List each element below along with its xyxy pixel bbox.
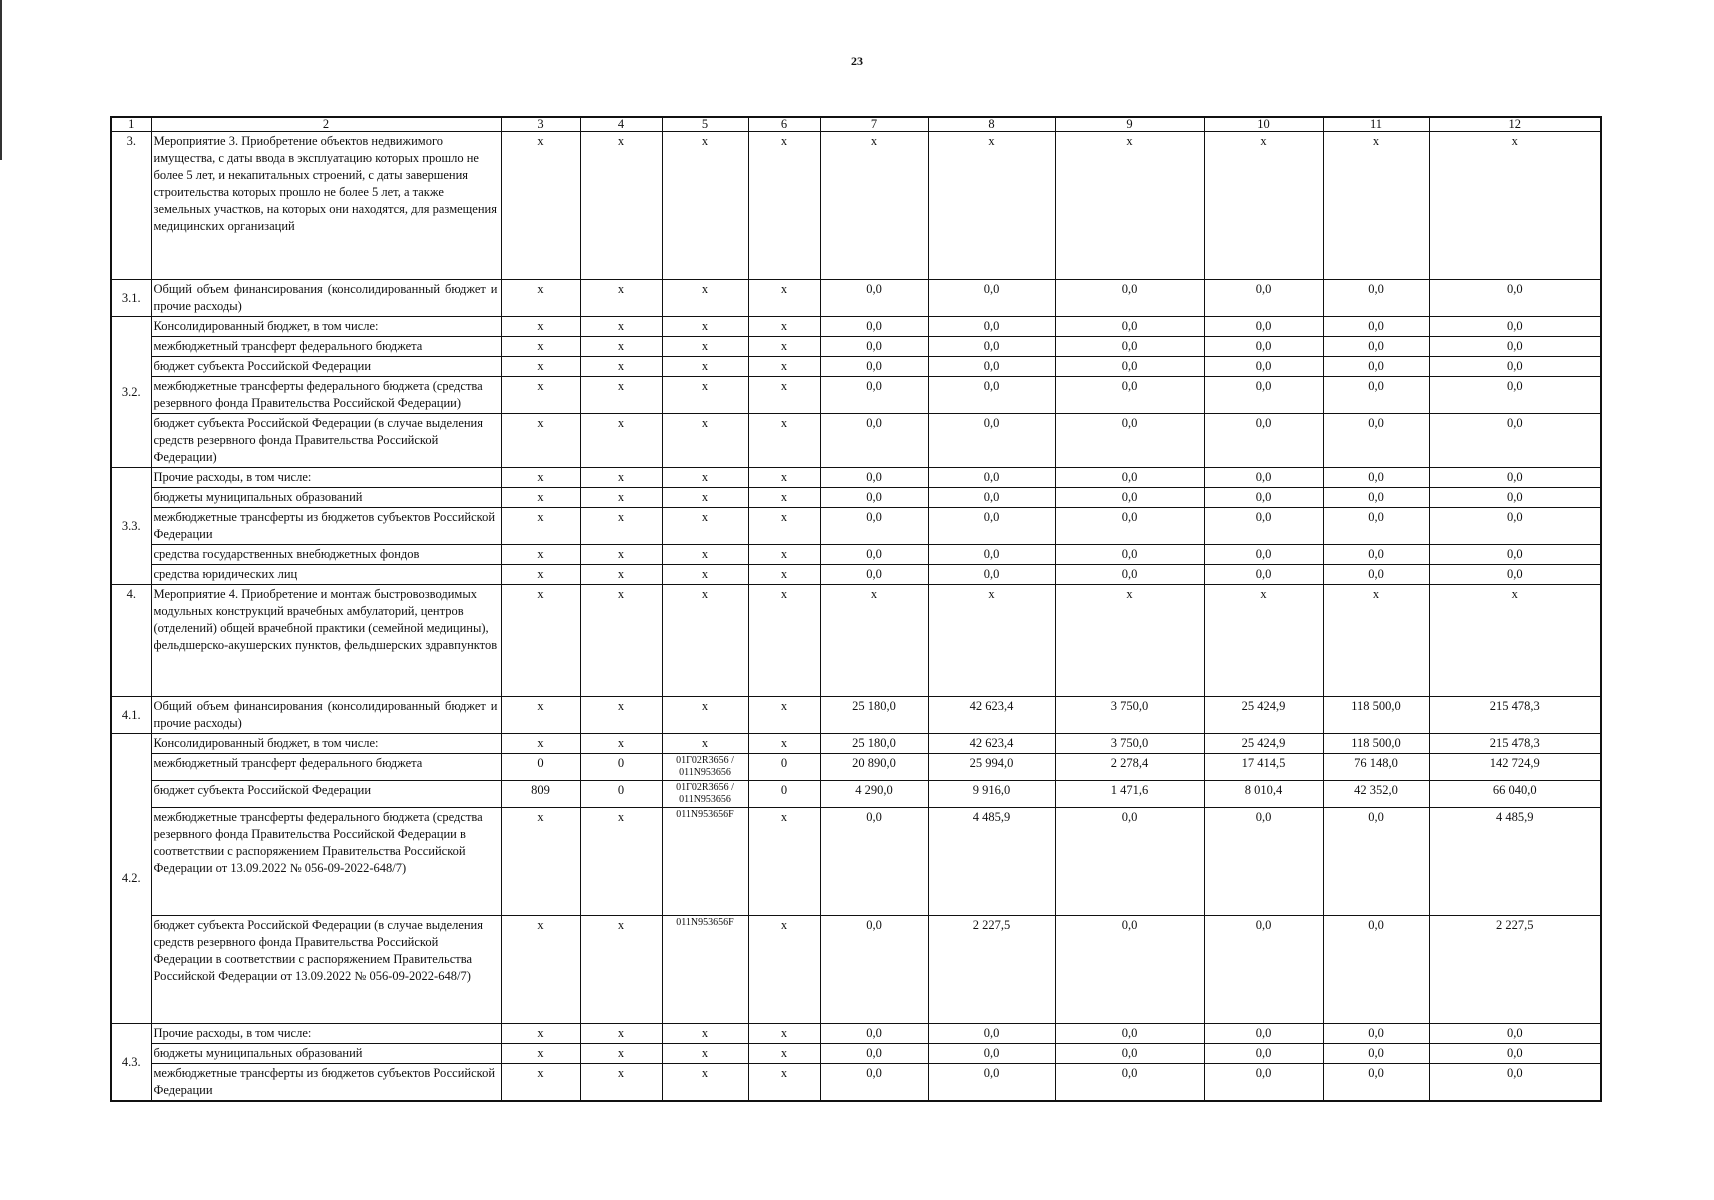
cell-col12: 0,0 <box>1429 508 1601 545</box>
cell-col11: 0,0 <box>1323 280 1429 317</box>
table-row <box>111 317 1601 337</box>
cell-col12: 0,0 <box>1429 1044 1601 1064</box>
cell-col6: x <box>748 545 820 565</box>
cell-col6: x <box>748 734 820 754</box>
cell-col10: 17 414,5 <box>1204 754 1323 781</box>
cell-col12: 0,0 <box>1429 337 1601 357</box>
cell-col6: x <box>748 585 820 697</box>
cell-col3: x <box>501 585 580 697</box>
cell-col5: x <box>662 414 748 468</box>
cell-col8: 0,0 <box>928 1024 1055 1044</box>
row-number: 4. <box>111 585 151 697</box>
table-row <box>111 132 1601 280</box>
cell-col12: 215 478,3 <box>1429 697 1601 734</box>
cell-col11: x <box>1323 132 1429 280</box>
cell-col4: x <box>580 508 662 545</box>
table-row <box>111 488 1601 508</box>
page-number: 23 <box>851 54 863 68</box>
row-description: Общий объем финансирования (консолидированный бюджет и прочие расходы) <box>151 697 501 734</box>
cell-col12: 0,0 <box>1429 317 1601 337</box>
cell-col6: x <box>748 697 820 734</box>
cell-col10: 0,0 <box>1204 545 1323 565</box>
cell-col5: x <box>662 545 748 565</box>
row-description: межбюджетные трансферты федерального бюджета (средства резервного фонда Правительства Российской Федерации) <box>151 377 501 414</box>
cell-col6: 0 <box>748 754 820 781</box>
cell-col6: x <box>748 916 820 1024</box>
cell-col11: 0,0 <box>1323 1024 1429 1044</box>
cell-col12: 0,0 <box>1429 468 1601 488</box>
cell-col9: 0,0 <box>1055 317 1204 337</box>
cell-col3: x <box>501 697 580 734</box>
cell-col6: x <box>748 1044 820 1064</box>
cell-col9: 3 750,0 <box>1055 697 1204 734</box>
cell-col3: x <box>501 337 580 357</box>
cell-col5: x <box>662 377 748 414</box>
cell-col11: 76 148,0 <box>1323 754 1429 781</box>
cell-col7: 4 290,0 <box>820 781 928 808</box>
cell-col10: 0,0 <box>1204 377 1323 414</box>
table-row <box>111 1024 1601 1044</box>
cell-col5: x <box>662 585 748 697</box>
cell-col4: x <box>580 916 662 1024</box>
cell-col10: 0,0 <box>1204 488 1323 508</box>
table-row <box>111 280 1601 317</box>
cell-col4: x <box>580 1024 662 1044</box>
row-number: 3.2. <box>111 317 151 468</box>
row-number: 4.1. <box>111 697 151 734</box>
cell-col3: x <box>501 508 580 545</box>
header-cell: 3 <box>501 117 580 132</box>
cell-col9: 0,0 <box>1055 1064 1204 1102</box>
cell-col5: x <box>662 565 748 585</box>
row-description: бюджет субъекта Российской Федерации (в случае выделения средств резервного фонда Правительства Российской Федерации) <box>151 414 501 468</box>
cell-col11: 118 500,0 <box>1323 697 1429 734</box>
cell-col8: 0,0 <box>928 545 1055 565</box>
cell-col3: x <box>501 414 580 468</box>
cell-col7: 25 180,0 <box>820 734 928 754</box>
cell-col7: 0,0 <box>820 916 928 1024</box>
cell-col3: x <box>501 1044 580 1064</box>
row-description: Общий объем финансирования (консолидированный бюджет и прочие расходы) <box>151 280 501 317</box>
cell-col12: 0,0 <box>1429 1024 1601 1044</box>
cell-col4: 0 <box>580 781 662 808</box>
cell-col10: 0,0 <box>1204 414 1323 468</box>
cell-col8: 0,0 <box>928 414 1055 468</box>
cell-col12: x <box>1429 132 1601 280</box>
table-row <box>111 377 1601 414</box>
cell-col7: 25 180,0 <box>820 697 928 734</box>
cell-col3: x <box>501 565 580 585</box>
header-cell: 10 <box>1204 117 1323 132</box>
cell-col10: x <box>1204 585 1323 697</box>
cell-col6: x <box>748 468 820 488</box>
cell-col3: 0 <box>501 754 580 781</box>
row-description: бюджет субъекта Российской Федерации (в случае выделения средств резервного фонда Правительства Российской Федерации в соответствии с распоряжением Правительства Российской Федерации от 13.09.2022 № 056-09-2022-648/7) <box>151 916 501 1024</box>
cell-col7: 0,0 <box>820 317 928 337</box>
cell-col5: x <box>662 1064 748 1102</box>
row-description: средства государственных внебюджетных фондов <box>151 545 501 565</box>
cell-col10: 0,0 <box>1204 808 1323 916</box>
cell-col4: x <box>580 337 662 357</box>
budget-table <box>110 116 1602 1102</box>
cell-col5: x <box>662 1044 748 1064</box>
cell-col4: x <box>580 565 662 585</box>
cell-col8: 42 623,4 <box>928 697 1055 734</box>
cell-col8: x <box>928 132 1055 280</box>
cell-col3: x <box>501 734 580 754</box>
cell-col6: x <box>748 414 820 468</box>
row-description: Прочие расходы, в том числе: <box>151 468 501 488</box>
cell-col12: 0,0 <box>1429 377 1601 414</box>
cell-col3: x <box>501 545 580 565</box>
cell-col3: x <box>501 488 580 508</box>
cell-col5: x <box>662 357 748 377</box>
cell-col11: 0,0 <box>1323 488 1429 508</box>
cell-col9: x <box>1055 585 1204 697</box>
row-number: 4.3. <box>111 1024 151 1102</box>
cell-col11: 0,0 <box>1323 508 1429 545</box>
table-row <box>111 754 1601 781</box>
cell-col11: 0,0 <box>1323 377 1429 414</box>
cell-col4: x <box>580 317 662 337</box>
table-row <box>111 565 1601 585</box>
cell-col9: 0,0 <box>1055 414 1204 468</box>
cell-col4: x <box>580 734 662 754</box>
cell-col5: 011N953656F <box>662 916 748 1024</box>
cell-col12: 142 724,9 <box>1429 754 1601 781</box>
cell-col7: x <box>820 132 928 280</box>
cell-col12: 0,0 <box>1429 1064 1601 1102</box>
cell-col8: 0,0 <box>928 280 1055 317</box>
cell-col11: 0,0 <box>1323 337 1429 357</box>
table-row <box>111 414 1601 468</box>
cell-col3: x <box>501 377 580 414</box>
header-cell: 12 <box>1429 117 1601 132</box>
row-description: Прочие расходы, в том числе: <box>151 1024 501 1044</box>
header-cell: 2 <box>151 117 501 132</box>
row-number: 3.3. <box>111 468 151 585</box>
cell-col10: 25 424,9 <box>1204 697 1323 734</box>
cell-col9: 0,0 <box>1055 357 1204 377</box>
row-description: бюджеты муниципальных образований <box>151 488 501 508</box>
cell-col6: x <box>748 132 820 280</box>
cell-col8: 0,0 <box>928 357 1055 377</box>
cell-col3: x <box>501 808 580 916</box>
table-row <box>111 337 1601 357</box>
cell-col9: 3 750,0 <box>1055 734 1204 754</box>
row-description: бюджеты муниципальных образований <box>151 1044 501 1064</box>
table-row <box>111 1044 1601 1064</box>
cell-col8: 0,0 <box>928 565 1055 585</box>
table-row <box>111 916 1601 1024</box>
cell-col12: 0,0 <box>1429 545 1601 565</box>
header-row <box>111 117 1601 132</box>
cell-col10: 0,0 <box>1204 508 1323 545</box>
cell-col10: 0,0 <box>1204 1044 1323 1064</box>
cell-col6: x <box>748 1024 820 1044</box>
cell-col7: 0,0 <box>820 1024 928 1044</box>
table-row <box>111 781 1601 808</box>
cell-col10: 0,0 <box>1204 468 1323 488</box>
cell-col4: x <box>580 808 662 916</box>
cell-col8: 25 994,0 <box>928 754 1055 781</box>
table-row <box>111 508 1601 545</box>
cell-col12: 0,0 <box>1429 414 1601 468</box>
cell-col5: x <box>662 132 748 280</box>
header-cell: 5 <box>662 117 748 132</box>
cell-col5: 01Г02R3656 / 011N953656 <box>662 781 748 808</box>
cell-col3: x <box>501 357 580 377</box>
row-description: средства юридических лиц <box>151 565 501 585</box>
cell-col6: 0 <box>748 781 820 808</box>
cell-col6: x <box>748 317 820 337</box>
cell-col11: 0,0 <box>1323 317 1429 337</box>
cell-col11: 42 352,0 <box>1323 781 1429 808</box>
header-cell: 7 <box>820 117 928 132</box>
cell-col6: x <box>748 808 820 916</box>
cell-col9: 2 278,4 <box>1055 754 1204 781</box>
cell-col5: x <box>662 1024 748 1044</box>
cell-col12: 215 478,3 <box>1429 734 1601 754</box>
row-description: бюджет субъекта Российской Федерации <box>151 781 501 808</box>
header-cell: 6 <box>748 117 820 132</box>
header-cell: 4 <box>580 117 662 132</box>
row-description: межбюджетные трансферты из бюджетов субъектов Российской Федерации <box>151 1064 501 1102</box>
table-row <box>111 585 1601 697</box>
cell-col8: 0,0 <box>928 508 1055 545</box>
row-description: межбюджетный трансферт федерального бюджета <box>151 337 501 357</box>
cell-col10: x <box>1204 132 1323 280</box>
cell-col6: x <box>748 337 820 357</box>
cell-col6: x <box>748 1064 820 1102</box>
cell-col4: x <box>580 1064 662 1102</box>
cell-col12: 0,0 <box>1429 488 1601 508</box>
cell-col11: 0,0 <box>1323 468 1429 488</box>
cell-col3: 809 <box>501 781 580 808</box>
cell-col8: 0,0 <box>928 1044 1055 1064</box>
cell-col7: x <box>820 585 928 697</box>
cell-col10: 0,0 <box>1204 1064 1323 1102</box>
cell-col12: 0,0 <box>1429 357 1601 377</box>
cell-col12: 0,0 <box>1429 565 1601 585</box>
cell-col5: x <box>662 317 748 337</box>
cell-col11: 0,0 <box>1323 916 1429 1024</box>
cell-col8: 0,0 <box>928 488 1055 508</box>
cell-col6: x <box>748 508 820 545</box>
cell-col4: x <box>580 357 662 377</box>
cell-col3: x <box>501 317 580 337</box>
cell-col5: x <box>662 508 748 545</box>
cell-col11: 0,0 <box>1323 565 1429 585</box>
cell-col8: 0,0 <box>928 468 1055 488</box>
row-description: межбюджетный трансферт федерального бюджета <box>151 754 501 781</box>
cell-col5: 01Г02R3656 / 011N953656 <box>662 754 748 781</box>
cell-col7: 0,0 <box>820 468 928 488</box>
cell-col3: x <box>501 468 580 488</box>
cell-col7: 0,0 <box>820 414 928 468</box>
cell-col9: 0,0 <box>1055 808 1204 916</box>
cell-col10: 0,0 <box>1204 337 1323 357</box>
row-description: межбюджетные трансферты из бюджетов субъектов Российской Федерации <box>151 508 501 545</box>
cell-col10: 0,0 <box>1204 1024 1323 1044</box>
cell-col8: 42 623,4 <box>928 734 1055 754</box>
cell-col9: 0,0 <box>1055 468 1204 488</box>
cell-col8: 9 916,0 <box>928 781 1055 808</box>
cell-col12: x <box>1429 585 1601 697</box>
cell-col11: 118 500,0 <box>1323 734 1429 754</box>
cell-col10: 25 424,9 <box>1204 734 1323 754</box>
cell-col6: x <box>748 357 820 377</box>
cell-col9: 0,0 <box>1055 337 1204 357</box>
cell-col5: x <box>662 488 748 508</box>
table-row <box>111 545 1601 565</box>
cell-col4: x <box>580 280 662 317</box>
cell-col7: 0,0 <box>820 545 928 565</box>
cell-col10: 0,0 <box>1204 916 1323 1024</box>
cell-col9: 1 471,6 <box>1055 781 1204 808</box>
row-description: Мероприятие 4. Приобретение и монтаж быстровозводимых модульных конструкций врачебных амбулаторий, центров (отделений) общей врачебной практики (семейной медицины), фельдшерско-акушерских пунктов, фельдшерских здравпунктов <box>151 585 501 697</box>
row-description: бюджет субъекта Российской Федерации <box>151 357 501 377</box>
cell-col7: 0,0 <box>820 808 928 916</box>
row-description: Консолидированный бюджет, в том числе: <box>151 734 501 754</box>
cell-col3: x <box>501 280 580 317</box>
cell-col11: 0,0 <box>1323 1044 1429 1064</box>
cell-col7: 0,0 <box>820 508 928 545</box>
cell-col11: 0,0 <box>1323 357 1429 377</box>
header-cell: 8 <box>928 117 1055 132</box>
header-cell: 11 <box>1323 117 1429 132</box>
cell-col11: 0,0 <box>1323 1064 1429 1102</box>
cell-col4: x <box>580 132 662 280</box>
cell-col8: 2 227,5 <box>928 916 1055 1024</box>
header-cell: 9 <box>1055 117 1204 132</box>
cell-col5: x <box>662 734 748 754</box>
cell-col9: 0,0 <box>1055 508 1204 545</box>
cell-col4: x <box>580 1044 662 1064</box>
cell-col12: 66 040,0 <box>1429 781 1601 808</box>
table-row <box>111 808 1601 916</box>
cell-col12: 4 485,9 <box>1429 808 1601 916</box>
cell-col9: 0,0 <box>1055 377 1204 414</box>
cell-col7: 0,0 <box>820 337 928 357</box>
cell-col9: 0,0 <box>1055 565 1204 585</box>
cell-col3: x <box>501 1064 580 1102</box>
cell-col4: x <box>580 468 662 488</box>
cell-col7: 0,0 <box>820 565 928 585</box>
cell-col4: x <box>580 585 662 697</box>
cell-col3: x <box>501 1024 580 1044</box>
cell-col7: 0,0 <box>820 357 928 377</box>
cell-col7: 20 890,0 <box>820 754 928 781</box>
cell-col3: x <box>501 916 580 1024</box>
row-number: 4.2. <box>111 734 151 1024</box>
cell-col6: x <box>748 565 820 585</box>
cell-col4: 0 <box>580 754 662 781</box>
cell-col6: x <box>748 488 820 508</box>
cell-col5: x <box>662 697 748 734</box>
cell-col6: x <box>748 377 820 414</box>
table-row <box>111 357 1601 377</box>
cell-col8: 0,0 <box>928 1064 1055 1102</box>
row-description: Мероприятие 3. Приобретение объектов недвижимого имущества, с даты ввода в эксплуатацию которых прошло не более 5 лет, и некапитальных строений, с даты завершения строительства которых прошло не более 5 лет, а также земельных участков, на которых они находятся, для размещения медицинских организаций <box>151 132 501 280</box>
cell-col10: 0,0 <box>1204 565 1323 585</box>
table-row <box>111 468 1601 488</box>
table-row <box>111 734 1601 754</box>
cell-col11: x <box>1323 585 1429 697</box>
cell-col3: x <box>501 132 580 280</box>
cell-col8: 0,0 <box>928 377 1055 414</box>
cell-col4: x <box>580 545 662 565</box>
cell-col10: 0,0 <box>1204 280 1323 317</box>
cell-col5: x <box>662 337 748 357</box>
cell-col8: 4 485,9 <box>928 808 1055 916</box>
row-description: Консолидированный бюджет, в том числе: <box>151 317 501 337</box>
scan-edge <box>0 0 7 160</box>
cell-col4: x <box>580 697 662 734</box>
cell-col9: 0,0 <box>1055 545 1204 565</box>
cell-col8: 0,0 <box>928 317 1055 337</box>
table-row <box>111 1064 1601 1102</box>
row-number: 3.1. <box>111 280 151 317</box>
cell-col4: x <box>580 377 662 414</box>
cell-col10: 8 010,4 <box>1204 781 1323 808</box>
cell-col9: 0,0 <box>1055 1044 1204 1064</box>
cell-col11: 0,0 <box>1323 414 1429 468</box>
cell-col7: 0,0 <box>820 377 928 414</box>
cell-col10: 0,0 <box>1204 317 1323 337</box>
cell-col7: 0,0 <box>820 488 928 508</box>
cell-col6: x <box>748 280 820 317</box>
cell-col12: 2 227,5 <box>1429 916 1601 1024</box>
cell-col7: 0,0 <box>820 1064 928 1102</box>
cell-col9: x <box>1055 132 1204 280</box>
cell-col11: 0,0 <box>1323 545 1429 565</box>
budget-table-container <box>110 116 1600 1102</box>
cell-col12: 0,0 <box>1429 280 1601 317</box>
cell-col10: 0,0 <box>1204 357 1323 377</box>
cell-col11: 0,0 <box>1323 808 1429 916</box>
cell-col4: x <box>580 488 662 508</box>
cell-col9: 0,0 <box>1055 1024 1204 1044</box>
cell-col4: x <box>580 414 662 468</box>
cell-col9: 0,0 <box>1055 488 1204 508</box>
cell-col5: 011N953656F <box>662 808 748 916</box>
cell-col5: x <box>662 468 748 488</box>
cell-col9: 0,0 <box>1055 916 1204 1024</box>
header-cell: 1 <box>111 117 151 132</box>
row-description: межбюджетные трансферты федерального бюджета (средства резервного фонда Правительства Российской Федерации в соответствии с распоряжением Правительства Российской Федерации от 13.09.2022 № 056-09-2022-648/7) <box>151 808 501 916</box>
row-number: 3. <box>111 132 151 280</box>
cell-col8: x <box>928 585 1055 697</box>
cell-col5: x <box>662 280 748 317</box>
cell-col9: 0,0 <box>1055 280 1204 317</box>
cell-col7: 0,0 <box>820 280 928 317</box>
cell-col8: 0,0 <box>928 337 1055 357</box>
cell-col7: 0,0 <box>820 1044 928 1064</box>
table-row <box>111 697 1601 734</box>
